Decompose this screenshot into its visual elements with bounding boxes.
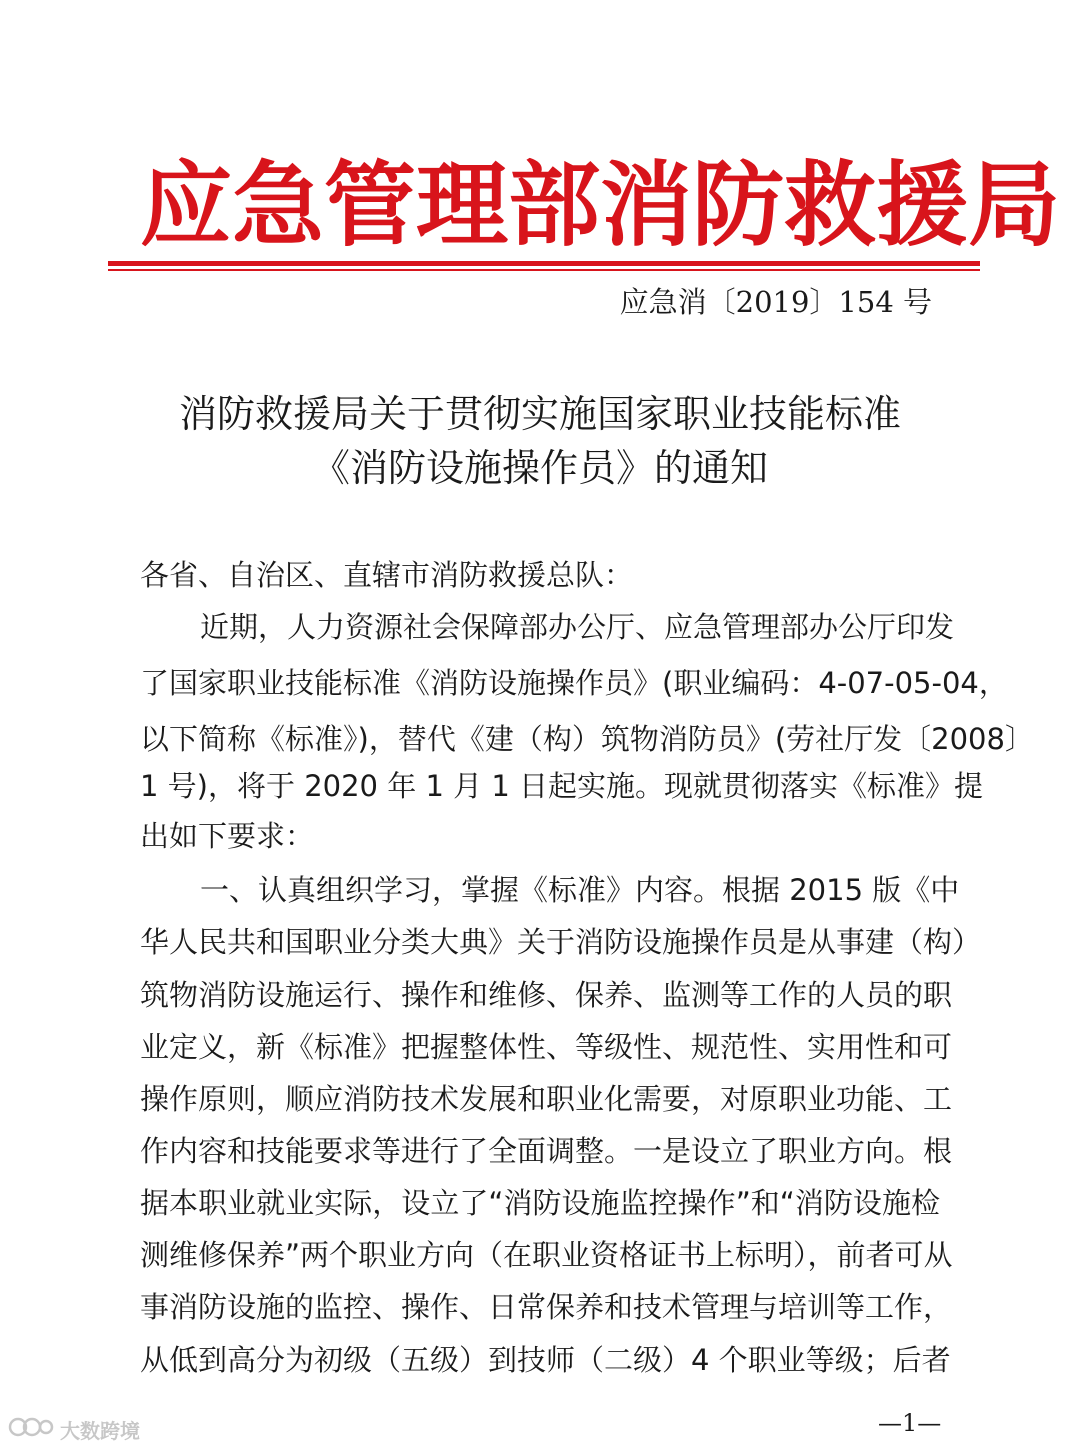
masthead-char: 救: [784, 151, 877, 259]
masthead-char: 理: [416, 151, 509, 259]
masthead-char: 局: [968, 151, 1061, 259]
watermark-text: 大数跨境: [60, 1418, 140, 1443]
masthead-char: 应: [140, 151, 233, 259]
body-line: 业定义，新《标准》把握整体性、等级性、规范性、实用性和可: [140, 1030, 953, 1064]
page-number: —1—: [878, 1409, 942, 1437]
body-line: 近期，人力资源社会保障部办公厅、应急管理部办公厅印发: [200, 610, 955, 644]
body-line: 从低到高分为初级（五级）到技师（二级）4 个职业等级；后者: [140, 1343, 951, 1377]
body-line: 据本职业就业实际，设立了“消防设施监控操作”和“消防设施检: [140, 1186, 940, 1220]
body-line: 了国家职业技能标准《消防设施操作员》(职业编码：4-07-05-04，: [140, 666, 1008, 700]
masthead-red-rule-thin: [108, 269, 980, 271]
body-line: 华人民共和国职业分类大典》关于消防设施操作员是从事建（构）: [140, 925, 982, 959]
body-line: 出如下要求：: [140, 819, 315, 853]
masthead-org-name: [140, 150, 1061, 260]
masthead-char: 管: [324, 151, 417, 259]
document-title-line-2: 《消防设施操作员》的通知: [311, 446, 768, 490]
masthead-char: 消: [600, 151, 693, 259]
body-line: 一、认真组织学习，掌握《标准》内容。根据 2015 版《中: [200, 873, 960, 907]
watermark: [8, 1412, 140, 1446]
document-number: 应急消〔2019〕154 号: [619, 285, 932, 319]
body-line: 操作原则，顺应消防技术发展和职业化需要，对原职业功能、工: [140, 1082, 953, 1116]
body-line: 1 号)，将于 2020 年 1 月 1 日起实施。现就贯彻落实《标准》提: [140, 769, 983, 803]
masthead-char: 援: [876, 151, 969, 259]
body-line: 事消防设施的监控、操作、日常保养和技术管理与培训等工作，: [140, 1290, 953, 1324]
body-line: 测维修保养”两个职业方向（在职业资格证书上标明），前者可从: [140, 1238, 953, 1272]
body-line: 以下简称《标准》)，替代《建（构）筑物消防员》(劳社厅发〔2008〕: [140, 722, 1034, 756]
document-title-line-1: 消防救援局关于贯彻实施国家职业技能标准: [178, 392, 901, 436]
masthead-char: 急: [232, 151, 325, 259]
salutation: 各省、自治区、直辖市消防救援总队：: [140, 558, 634, 592]
masthead-red-rule: [108, 261, 980, 266]
body-line: 筑物消防设施运行、操作和维修、保养、监测等工作的人员的职: [140, 978, 953, 1012]
masthead-char: 防: [692, 151, 785, 259]
watermark-logo-icon: [8, 1413, 54, 1445]
masthead-char: 部: [508, 151, 601, 259]
body-line: 作内容和技能要求等进行了全面调整。一是设立了职业方向。根: [140, 1134, 953, 1168]
